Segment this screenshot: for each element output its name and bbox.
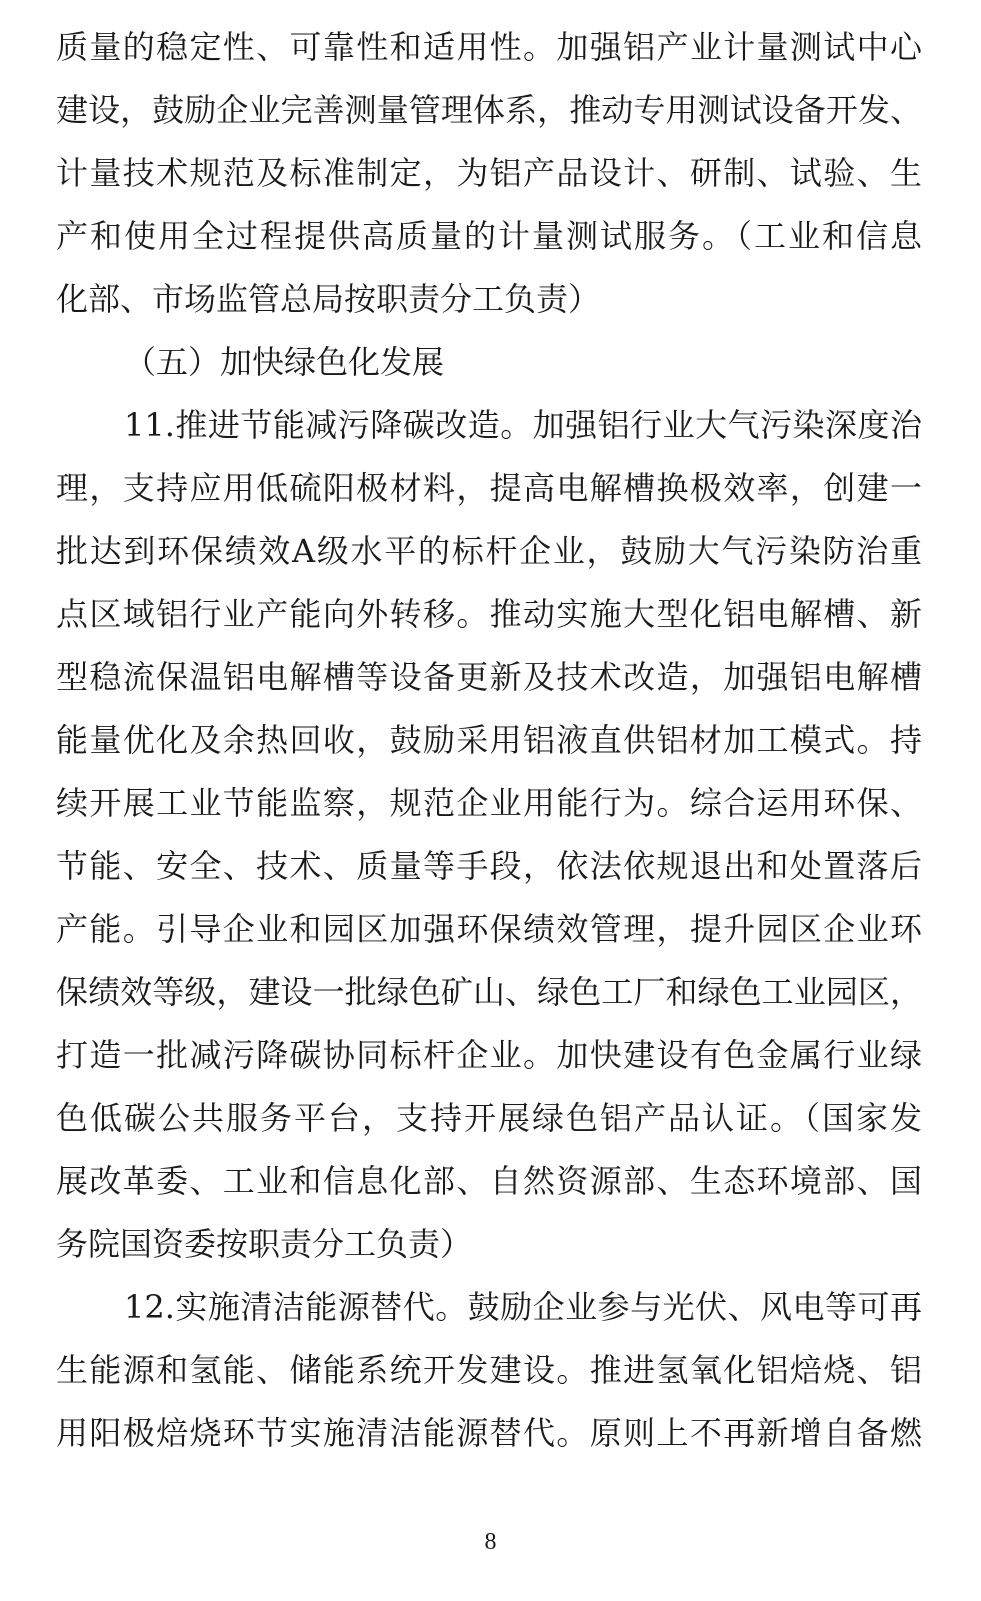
text-line: 批达到环保绩效A级水平的标杆企业，鼓励大气污染防治重 xyxy=(56,532,922,570)
text-line: 建设，鼓励企业完善测量管理体系，推动专用测试设备开发、 xyxy=(56,91,922,129)
text-line: 计量技术规范及标准制定，为铝产品设计、研制、试验、生 xyxy=(56,154,922,192)
text-line: 生能源和氢能、储能系统开发建设。推进氢氧化铝焙烧、铝 xyxy=(56,1351,922,1389)
document-body xyxy=(56,16,922,1465)
text-line: 续开展工业节能监察，规范企业用能行为。综合运用环保、 xyxy=(56,784,922,822)
page-number: 8 xyxy=(484,1529,497,1555)
text-line: 用阳极焙烧环节实施清洁能源替代。原则上不再新增自备燃 xyxy=(56,1414,922,1452)
text-line: 产和使用全过程提供高质量的计量测试服务。（工业和信息 xyxy=(56,217,922,255)
text-line: 化部、市场监管总局按职责分工负责） xyxy=(56,280,601,318)
text-line: 打造一批减污降碳协同标杆企业。加快建设有色金属行业绿 xyxy=(56,1036,922,1074)
text-line: 型稳流保温铝电解槽等设备更新及技术改造，加强铝电解槽 xyxy=(56,658,922,696)
text-line: 点区域铝行业产能向外转移。推动实施大型化铝电解槽、新 xyxy=(56,595,922,633)
text-line: 产能。引导企业和园区加强环保绩效管理，提升园区企业环 xyxy=(56,910,922,948)
text-line: 11.推进节能减污降碳改造。加强铝行业大气污染深度治 xyxy=(124,406,922,444)
text-line: 能量优化及余热回收，鼓励采用铝液直供铝材加工模式。持 xyxy=(56,721,922,759)
text-line: 务院国资委按职责分工负责） xyxy=(56,1225,473,1263)
text-line: 理，支持应用低硫阳极材料，提高电解槽换极效率，创建一 xyxy=(56,469,922,507)
section-heading: （五）加快绿色化发展 xyxy=(124,343,445,381)
text-line: 节能、安全、技术、质量等手段，依法依规退出和处置落后 xyxy=(56,847,922,885)
text-line: 保绩效等级，建设一批绿色矿山、绿色工厂和绿色工业园区， xyxy=(56,973,922,1011)
text-line: 展改革委、工业和信息化部、自然资源部、生态环境部、国 xyxy=(56,1162,922,1200)
text-line: 色低碳公共服务平台，支持开展绿色铝产品认证。（国家发 xyxy=(56,1099,922,1137)
text-line: 12.实施清洁能源替代。鼓励企业参与光伏、风电等可再 xyxy=(124,1288,922,1326)
text-line: 质量的稳定性、可靠性和适用性。加强铝产业计量测试中心 xyxy=(56,28,922,66)
